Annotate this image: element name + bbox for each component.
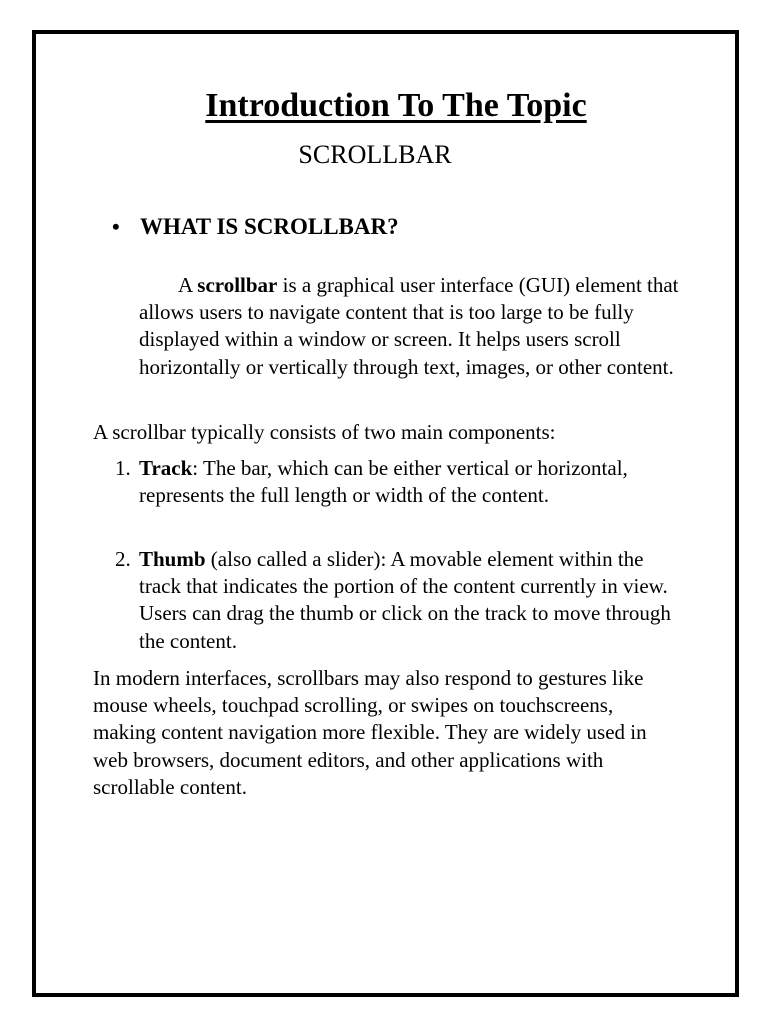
list-item-term: Thumb [139, 547, 206, 571]
section-heading-text: WHAT IS SCROLLBAR? [140, 214, 399, 239]
bullet-icon: • [112, 214, 120, 239]
intro-rest: is a graphical user interface (GUI) element that allows users to navigate content that is too large to be fully displayed within a window or screen. It helps users scroll horizontally or vertically through text, images, or other content. [139, 273, 679, 379]
list-item-term: Track [139, 456, 193, 480]
list-item-track [115, 455, 679, 509]
list-item-description: (also called a slider): A movable element within the track that indicates the portion of the content currently in view. Users can drag the thumb or click on the track to move through the content. [139, 547, 671, 653]
intro-paragraph [139, 272, 679, 381]
list-item-number: 2. [115, 547, 131, 571]
list-item-number: 1. [115, 456, 131, 480]
section-heading [112, 211, 399, 243]
closing-paragraph: In modern interfaces, scrollbars may also respond to gestures like mouse wheels, touchpad scrolling, or swipes on touchscreens, making content navigation more flexible. They are widely used in web browsers, document editors, and other applications with scrollable content. [93, 666, 647, 799]
intro-lead: A [178, 273, 198, 297]
list-item-thumb [115, 546, 679, 655]
list-item-description: : The bar, which can be either vertical or horizontal, represents the full length or width of the content. [139, 456, 628, 508]
document-title: Introduction To The Topic [205, 87, 587, 124]
components-intro: A scrollbar typically consists of two main components: [93, 420, 556, 444]
page-border [32, 30, 739, 997]
intro-term: scrollbar [197, 273, 278, 297]
document-subtitle: SCROLLBAR [298, 140, 452, 169]
